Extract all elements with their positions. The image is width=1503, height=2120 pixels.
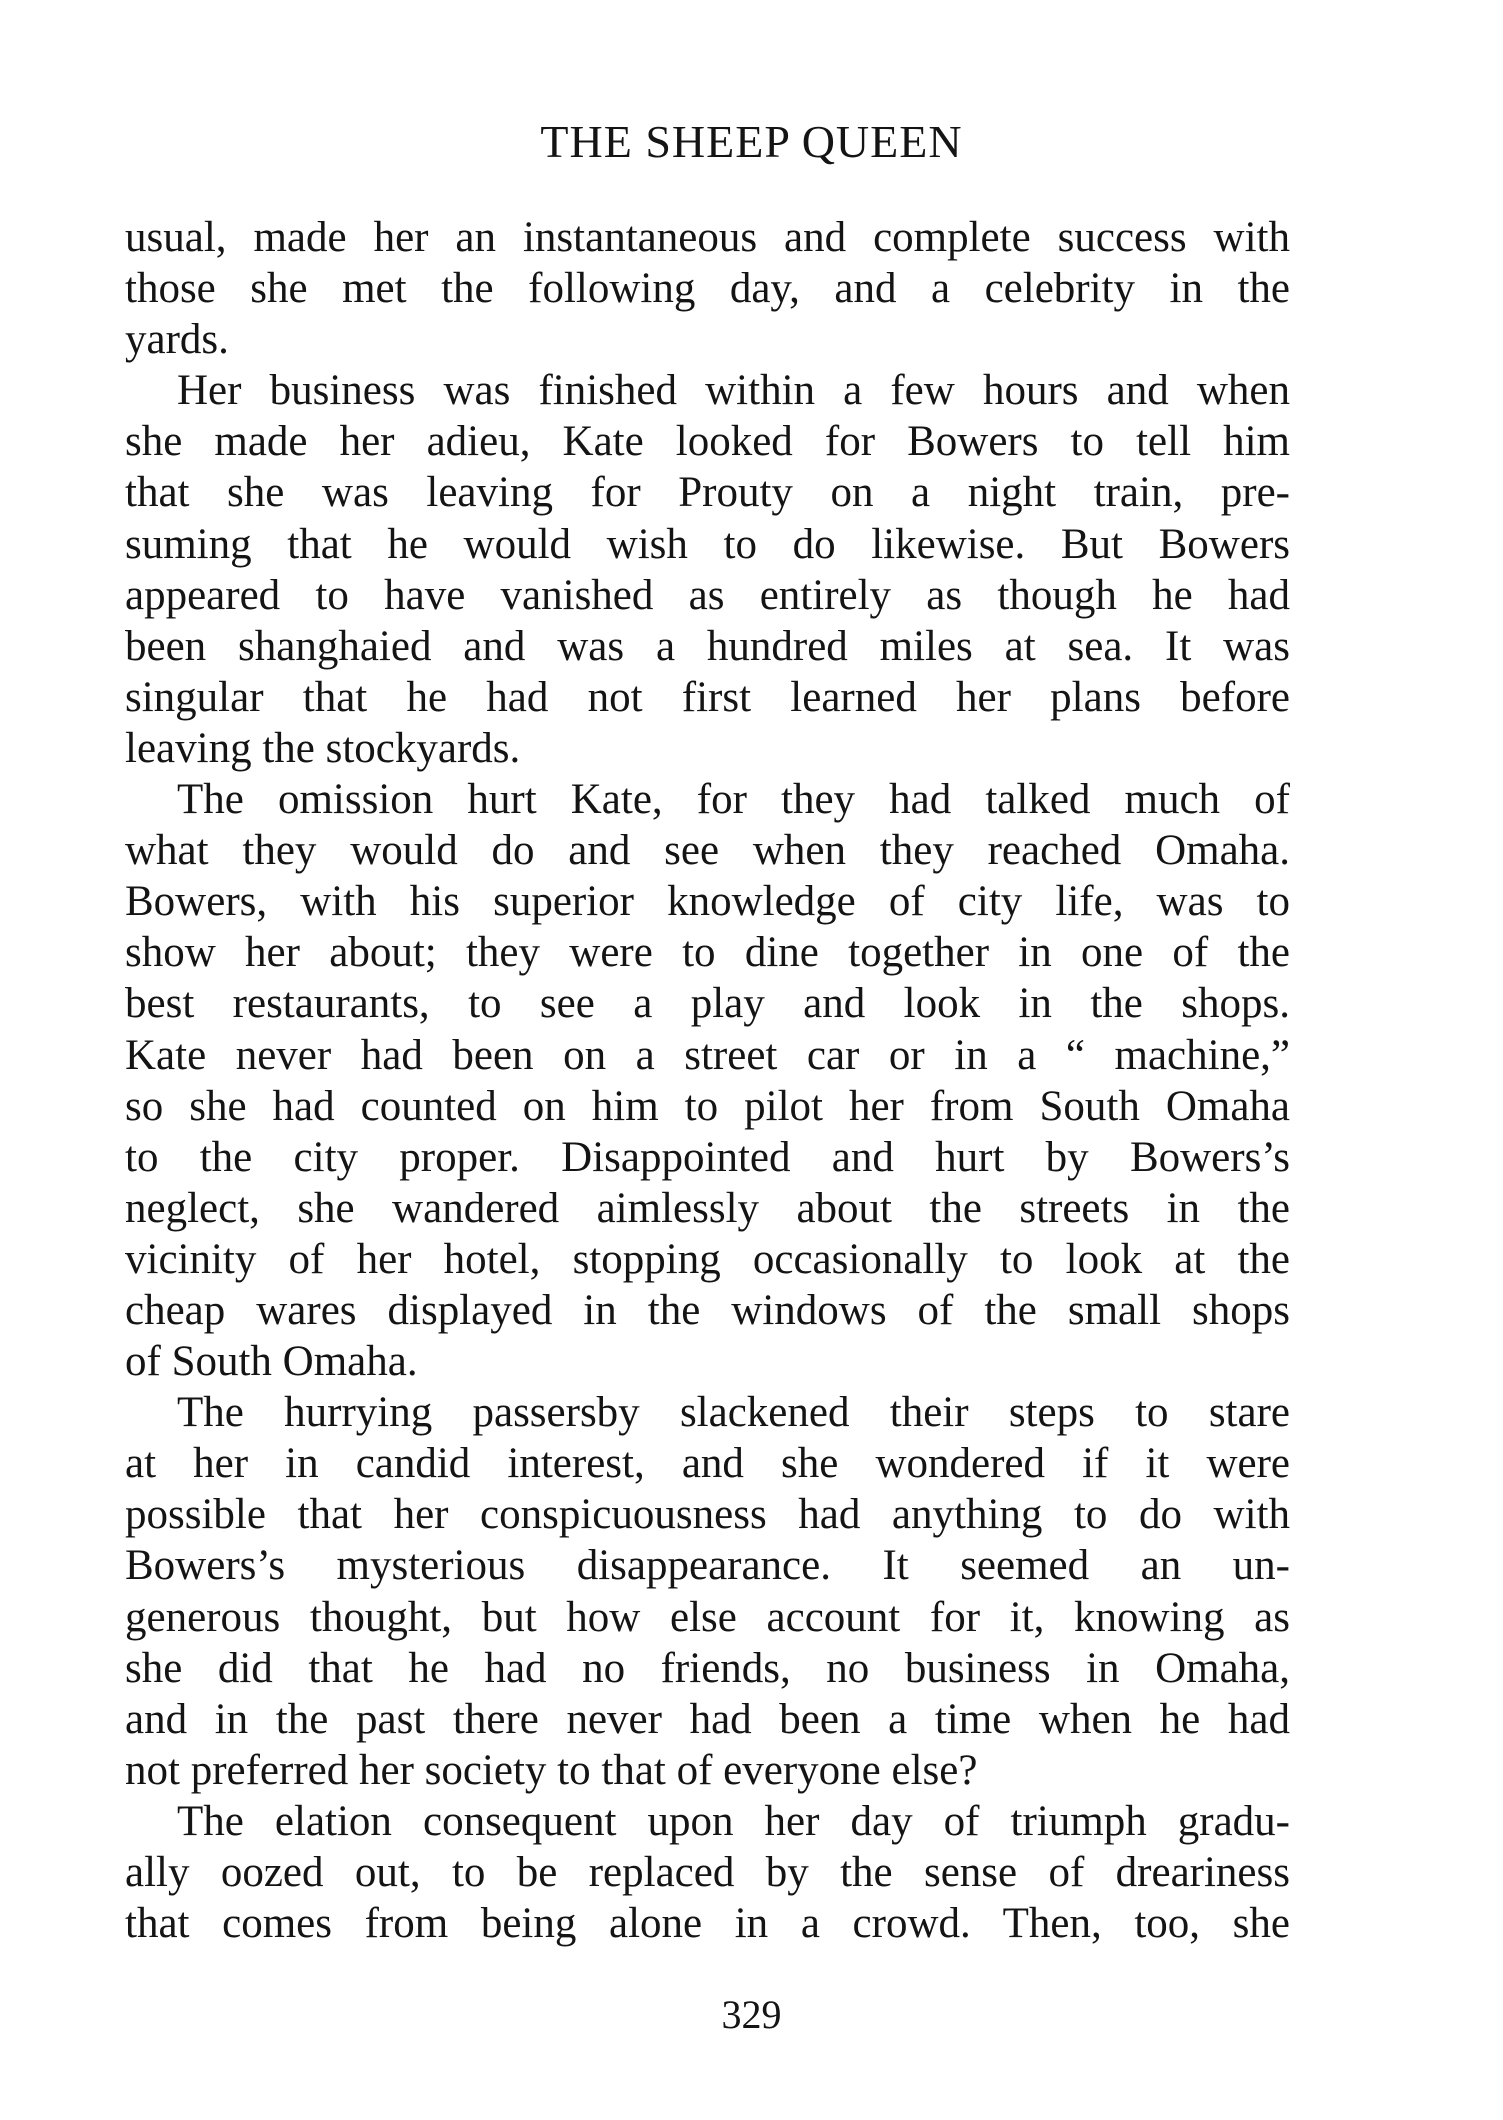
text-line: show her about; they were to dine together in one of the bbox=[125, 929, 1290, 977]
text-line: ally oozed out, to be replaced by the sense of dreariness bbox=[125, 1849, 1290, 1896]
text-line: possible that her conspicuousness had anything to do with bbox=[125, 1491, 1290, 1539]
text-line: singular that he had not first learned her plans before bbox=[125, 673, 1290, 721]
page-number: 329 bbox=[721, 1992, 782, 2037]
text-line: The elation consequent upon her day of triumph gradu- bbox=[177, 1797, 1290, 1845]
text-line: Bowers, with his superior knowledge of city life, was to bbox=[125, 878, 1290, 926]
text-line: what they would do and see when they reached Omaha. bbox=[125, 827, 1290, 875]
text-line: not preferred her society to that of everyone else? bbox=[125, 1746, 978, 1794]
text-line: of South Omaha. bbox=[125, 1338, 418, 1386]
text-line: that comes from being alone in a crowd. Then, too, she bbox=[125, 1900, 1290, 1948]
text-line: she did that he had no friends, no business in Omaha, bbox=[125, 1644, 1290, 1692]
text-line: best restaurants, to see a play and look in the shops. bbox=[125, 980, 1290, 1028]
running-head-title: THE SHEEP QUEEN bbox=[540, 116, 963, 167]
text-line: cheap wares displayed in the windows of the small shops bbox=[125, 1286, 1290, 1334]
text-line: usual, made her an instantaneous and complete success with bbox=[125, 214, 1290, 261]
text-line: vicinity of her hotel, stopping occasionally to look at the bbox=[125, 1235, 1290, 1283]
text-line: suming that he would wish to do likewise. But Bowers bbox=[125, 520, 1290, 568]
text-line: Kate never had been on a street car or in a “ machine,” bbox=[125, 1031, 1290, 1079]
text-line: she made her adieu, Kate looked for Bowers to tell him bbox=[125, 418, 1290, 466]
text-line: leaving the stockyards. bbox=[125, 724, 521, 772]
text-line: that she was leaving for Prouty on a night train, pre- bbox=[125, 469, 1290, 517]
text-line: so she had counted on him to pilot her from South Omaha bbox=[125, 1082, 1290, 1130]
text-line: at her in candid interest, and she wondered if it were bbox=[125, 1440, 1290, 1488]
text-line: The hurrying passersby slackened their steps to stare bbox=[177, 1389, 1290, 1437]
text-line: to the city proper. Disappointed and hurt by Bowers’s bbox=[125, 1133, 1290, 1181]
text-line: yards. bbox=[125, 316, 229, 364]
text-line: been shanghaied and was a hundred miles at sea. It was bbox=[125, 622, 1290, 670]
text-line: and in the past there never had been a time when he had bbox=[125, 1695, 1290, 1743]
text-line: Bowers’s mysterious disappearance. It seemed an un- bbox=[125, 1542, 1290, 1590]
text-line: neglect, she wandered aimlessly about the streets in the bbox=[125, 1184, 1290, 1232]
body-text bbox=[125, 212, 1290, 1949]
text-line: those she met the following day, and a celebrity in the bbox=[125, 265, 1290, 313]
text-line: appeared to have vanished as entirely as though he had bbox=[125, 571, 1290, 619]
text-line: Her business was finished within a few hours and when bbox=[177, 367, 1290, 415]
text-line: The omission hurt Kate, for they had talked much of bbox=[177, 776, 1290, 824]
text-line: generous thought, but how else account for it, knowing as bbox=[125, 1593, 1290, 1641]
